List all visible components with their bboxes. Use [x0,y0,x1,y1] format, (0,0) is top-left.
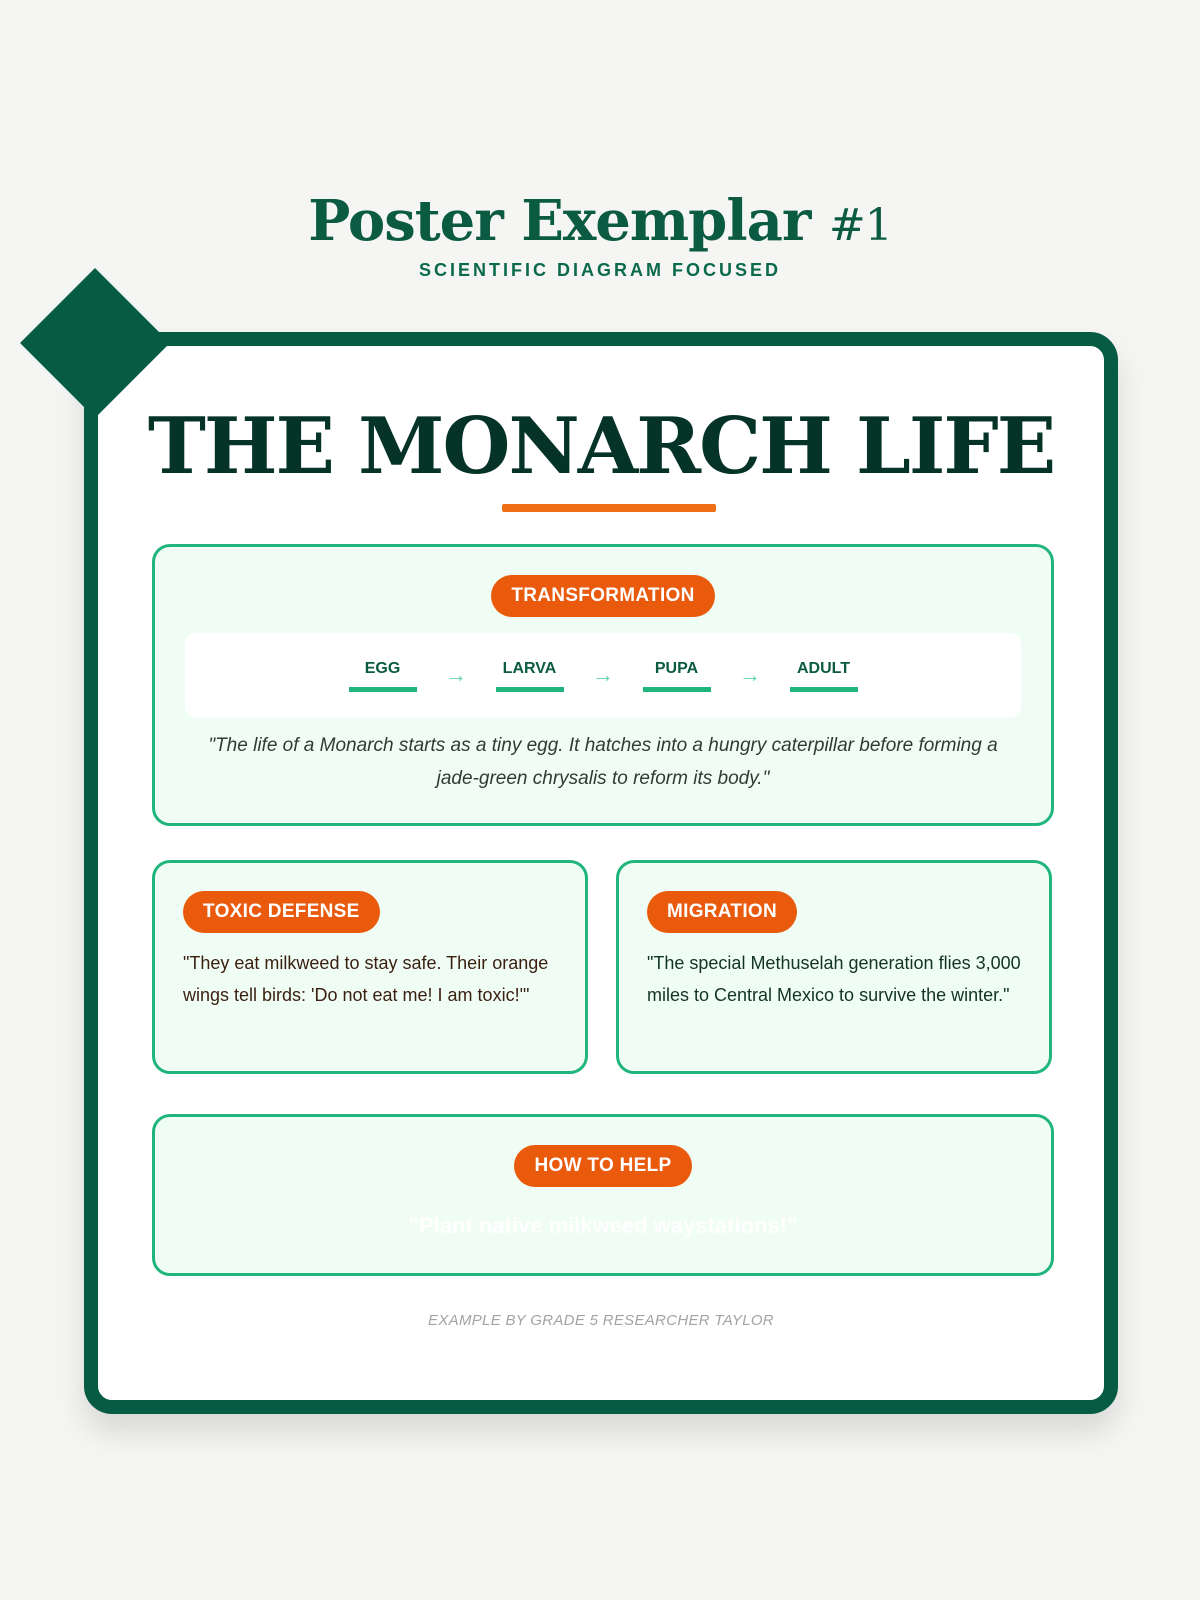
stage-adult: ADULT [790,659,858,692]
migration-badge: MIGRATION [647,891,797,933]
page-title-text: Poster Exemplar [308,188,811,254]
how-to-help-text: "Plant native milkweed waystations!" [408,1213,798,1238]
transformation-badge: TRANSFORMATION [491,575,714,617]
stage-larva: LARVA [496,659,564,692]
footer-credit: EXAMPLE BY GRADE 5 RESEARCHER TAYLOR [428,1312,774,1329]
toxic-defense-text: "They eat milkweed to stay safe. Their orange wings tell birds: 'Do not eat me! I am toxic!'" [183,953,549,1005]
page-header [0,190,1200,281]
arrow-right-icon: → [445,662,467,687]
migration-card [616,860,1052,1074]
poster-title: THE MONARCH LIFE [147,401,1055,492]
arrow-right-icon: → [592,662,614,687]
page-subtitle: SCIENTIFIC DIAGRAM FOCUSED [418,260,781,280]
how-to-help-badge: HOW TO HELP [514,1145,691,1187]
page-title-number: #1 [828,200,892,251]
life-cycle-stages [185,633,1021,717]
how-to-help-card [152,1114,1054,1276]
stage-pupa: PUPA [643,659,711,692]
title-underline [502,504,716,512]
arrow-right-icon: → [739,662,761,687]
stage-egg: EGG [349,659,417,692]
migration-text: "The special Methuselah generation flies 3,000 miles to Central Mexico to survive the winter." [647,953,1021,1005]
transformation-quote: "The life of a Monarch starts as a tiny egg. It hatches into a hungry caterpillar before forming a jade-green chrysalis to reform its body." [208,735,998,789]
toxic-defense-card [152,860,588,1074]
transformation-card [152,544,1054,826]
page-title [0,190,1200,257]
toxic-defense-badge: TOXIC DEFENSE [183,891,380,933]
poster [84,332,1118,1414]
